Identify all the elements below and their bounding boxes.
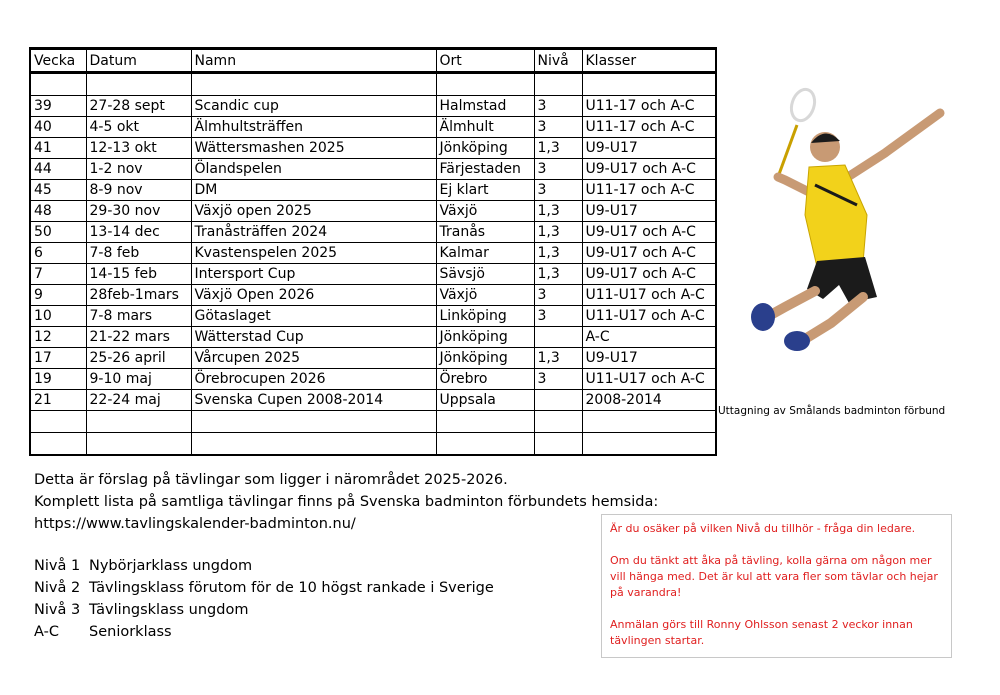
- table-cell: [86, 411, 191, 433]
- table-cell: [534, 433, 582, 456]
- table-cell: [30, 433, 86, 456]
- table-cell: Wätterstad Cup: [191, 327, 436, 348]
- info-line-1: Detta är förslag på tävlingar som ligger i närområdet 2025-2026.: [34, 472, 508, 488]
- table-cell: 1,3: [534, 243, 582, 264]
- level-row: [34, 555, 494, 577]
- table-cell: 40: [30, 117, 86, 138]
- table-cell: 28feb-1mars: [86, 285, 191, 306]
- table-cell: Älmhult: [436, 117, 534, 138]
- table-cell: 3: [534, 96, 582, 117]
- table-cell: Växjö open 2025: [191, 201, 436, 222]
- table-cell: [30, 411, 86, 433]
- level-row: [34, 621, 494, 643]
- table-cell: 9: [30, 285, 86, 306]
- table-cell: Tranåsträffen 2024: [191, 222, 436, 243]
- table-cell: 1,3: [534, 348, 582, 369]
- table-cell: [191, 73, 436, 96]
- level-desc: Nybörjarklass ungdom: [89, 558, 253, 574]
- table-cell: Götaslaget: [191, 306, 436, 327]
- table-cell: 3: [534, 117, 582, 138]
- table-row: [30, 201, 716, 222]
- table-cell: [534, 327, 582, 348]
- table-cell: [86, 73, 191, 96]
- table-cell: 1,3: [534, 138, 582, 159]
- table-cell: U9-U17 och A-C: [582, 222, 716, 243]
- level-desc: Tävlingsklass ungdom: [89, 602, 249, 618]
- table-cell: Växjö Open 2026: [191, 285, 436, 306]
- notice-paragraph-2: Om du tänkt att åka på tävling, kolla gärna om någon mer vill hänga med. Det är kul att vara fler som tävlar och hejar på varandra!: [610, 554, 938, 599]
- table-cell: 4-5 okt: [86, 117, 191, 138]
- table-cell: 9-10 maj: [86, 369, 191, 390]
- table-cell: 12-13 okt: [86, 138, 191, 159]
- table-cell: 22-24 maj: [86, 390, 191, 411]
- table-cell: U9-U17: [582, 201, 716, 222]
- table-cell: [534, 411, 582, 433]
- competition-table: [29, 47, 717, 456]
- level-row: [34, 577, 494, 599]
- table-cell: 3: [534, 369, 582, 390]
- table-cell: U9-U17: [582, 138, 716, 159]
- table-cell: U9-U17 och A-C: [582, 243, 716, 264]
- table-cell: Kalmar: [436, 243, 534, 264]
- shoe-left: [751, 303, 775, 331]
- table-cell: [534, 73, 582, 96]
- table-cell: Jönköping: [436, 138, 534, 159]
- level-key: Nivå 1: [34, 558, 81, 574]
- info-text: [34, 469, 658, 535]
- table-cell: U9-U17 och A-C: [582, 264, 716, 285]
- table-cell: DM: [191, 180, 436, 201]
- table-cell: [30, 73, 86, 96]
- level-desc: Tävlingsklass förutom för de 10 högst rankade i Sverige: [89, 580, 494, 596]
- table-cell: Ej klart: [436, 180, 534, 201]
- table-cell: [582, 411, 716, 433]
- table-cell: 41: [30, 138, 86, 159]
- column-header: Datum: [86, 49, 191, 73]
- level-desc: Seniorklass: [89, 624, 172, 640]
- table-cell: [582, 433, 716, 456]
- table-cell: 21: [30, 390, 86, 411]
- table-cell: 1-2 nov: [86, 159, 191, 180]
- table-cell: 1,3: [534, 222, 582, 243]
- table-cell: 13-14 dec: [86, 222, 191, 243]
- table-row: [30, 96, 716, 117]
- table-cell: Tranås: [436, 222, 534, 243]
- table-cell: U11-17 och A-C: [582, 180, 716, 201]
- table-cell: 8-9 nov: [86, 180, 191, 201]
- column-header: Klasser: [582, 49, 716, 73]
- shoe-right: [784, 331, 810, 351]
- table-cell: 21-22 mars: [86, 327, 191, 348]
- column-header: Vecka: [30, 49, 86, 73]
- table-cell: A-C: [582, 327, 716, 348]
- info-url[interactable]: https://www.tavlingskalender-badminton.nu/: [34, 516, 356, 532]
- notice-box: [601, 514, 952, 658]
- table-row: [30, 285, 716, 306]
- table-cell: 3: [534, 159, 582, 180]
- table-cell: [436, 411, 534, 433]
- table-row: [30, 264, 716, 285]
- yellow-jersey: [805, 165, 867, 267]
- table-cell: 29-30 nov: [86, 201, 191, 222]
- table-cell: 7: [30, 264, 86, 285]
- table-row: [30, 327, 716, 348]
- table-row: [30, 159, 716, 180]
- table-cell: [534, 390, 582, 411]
- table-cell: 7-8 mars: [86, 306, 191, 327]
- table-cell: 6: [30, 243, 86, 264]
- table-row: [30, 117, 716, 138]
- table-cell: Älmhultsträffen: [191, 117, 436, 138]
- table-cell: 3: [534, 285, 582, 306]
- table-cell: Svenska Cupen 2008-2014: [191, 390, 436, 411]
- table-row: [30, 73, 716, 96]
- table-cell: Uppsala: [436, 390, 534, 411]
- column-header: Nivå: [534, 49, 582, 73]
- table-cell: U9-U17 och A-C: [582, 159, 716, 180]
- table-row: [30, 390, 716, 411]
- table-cell: [582, 73, 716, 96]
- table-cell: Jönköping: [436, 348, 534, 369]
- table-cell: Örebro: [436, 369, 534, 390]
- table-cell: [436, 433, 534, 456]
- table-cell: Örebrocupen 2026: [191, 369, 436, 390]
- table-cell: 1,3: [534, 264, 582, 285]
- column-header: Namn: [191, 49, 436, 73]
- table-cell: Färjestaden: [436, 159, 534, 180]
- table-cell: 17: [30, 348, 86, 369]
- table-cell: Växjö: [436, 285, 534, 306]
- table-cell: Linköping: [436, 306, 534, 327]
- table-row: [30, 411, 716, 433]
- table-cell: Wättersmashen 2025: [191, 138, 436, 159]
- notice-paragraph-1: Är du osäker på vilken Nivå du tillhör - fråga din ledare.: [610, 522, 916, 535]
- table-cell: [436, 73, 534, 96]
- table-cell: 25-26 april: [86, 348, 191, 369]
- table-cell: [191, 411, 436, 433]
- table-header-row: [30, 49, 716, 73]
- table-cell: Halmstad: [436, 96, 534, 117]
- table-cell: U11-17 och A-C: [582, 96, 716, 117]
- table-cell: 10: [30, 306, 86, 327]
- level-legend: [34, 555, 494, 643]
- table-row: [30, 243, 716, 264]
- table-cell: Intersport Cup: [191, 264, 436, 285]
- table-cell: 1,3: [534, 201, 582, 222]
- table-row: [30, 138, 716, 159]
- table-row: [30, 180, 716, 201]
- table-cell: 3: [534, 306, 582, 327]
- table-cell: 2008-2014: [582, 390, 716, 411]
- table-cell: Ölandspelen: [191, 159, 436, 180]
- badminton-player-illustration: [745, 85, 960, 355]
- table-cell: U11-U17 och A-C: [582, 306, 716, 327]
- table-row: [30, 433, 716, 456]
- racket-head: [788, 86, 819, 123]
- level-key: A-C: [34, 624, 59, 640]
- side-note: Uttagning av Smålands badminton förbund: [718, 405, 946, 417]
- table-cell: 19: [30, 369, 86, 390]
- table-cell: [86, 433, 191, 456]
- table-row: [30, 369, 716, 390]
- table-cell: 39: [30, 96, 86, 117]
- table-cell: Jönköping: [436, 327, 534, 348]
- table-row: [30, 348, 716, 369]
- table-cell: Scandic cup: [191, 96, 436, 117]
- table-cell: U11-U17 och A-C: [582, 285, 716, 306]
- table-cell: [191, 433, 436, 456]
- table-cell: Vårcupen 2025: [191, 348, 436, 369]
- level-row: [34, 599, 494, 621]
- table-cell: U9-U17: [582, 348, 716, 369]
- table-cell: 48: [30, 201, 86, 222]
- table-cell: Växjö: [436, 201, 534, 222]
- table-cell: 50: [30, 222, 86, 243]
- table-cell: U11-17 och A-C: [582, 117, 716, 138]
- table-row: [30, 222, 716, 243]
- table-cell: 3: [534, 180, 582, 201]
- table-row: [30, 306, 716, 327]
- level-key: Nivå 2: [34, 580, 81, 596]
- table-cell: 45: [30, 180, 86, 201]
- table-cell: 27-28 sept: [86, 96, 191, 117]
- column-header: Ort: [436, 49, 534, 73]
- notice-paragraph-3: Anmälan görs till Ronny Ohlsson senast 2 veckor innan tävlingen startar.: [610, 618, 913, 647]
- table-cell: Sävsjö: [436, 264, 534, 285]
- level-key: Nivå 3: [34, 602, 81, 618]
- table-cell: 7-8 feb: [86, 243, 191, 264]
- table-cell: Kvastenspelen 2025: [191, 243, 436, 264]
- table-cell: 12: [30, 327, 86, 348]
- table-cell: 44: [30, 159, 86, 180]
- table-cell: 14-15 feb: [86, 264, 191, 285]
- table-cell: U11-U17 och A-C: [582, 369, 716, 390]
- racket-handle: [778, 125, 797, 177]
- info-line-2: Komplett lista på samtliga tävlingar finns på Svenska badminton förbundets hemsida:: [34, 494, 659, 510]
